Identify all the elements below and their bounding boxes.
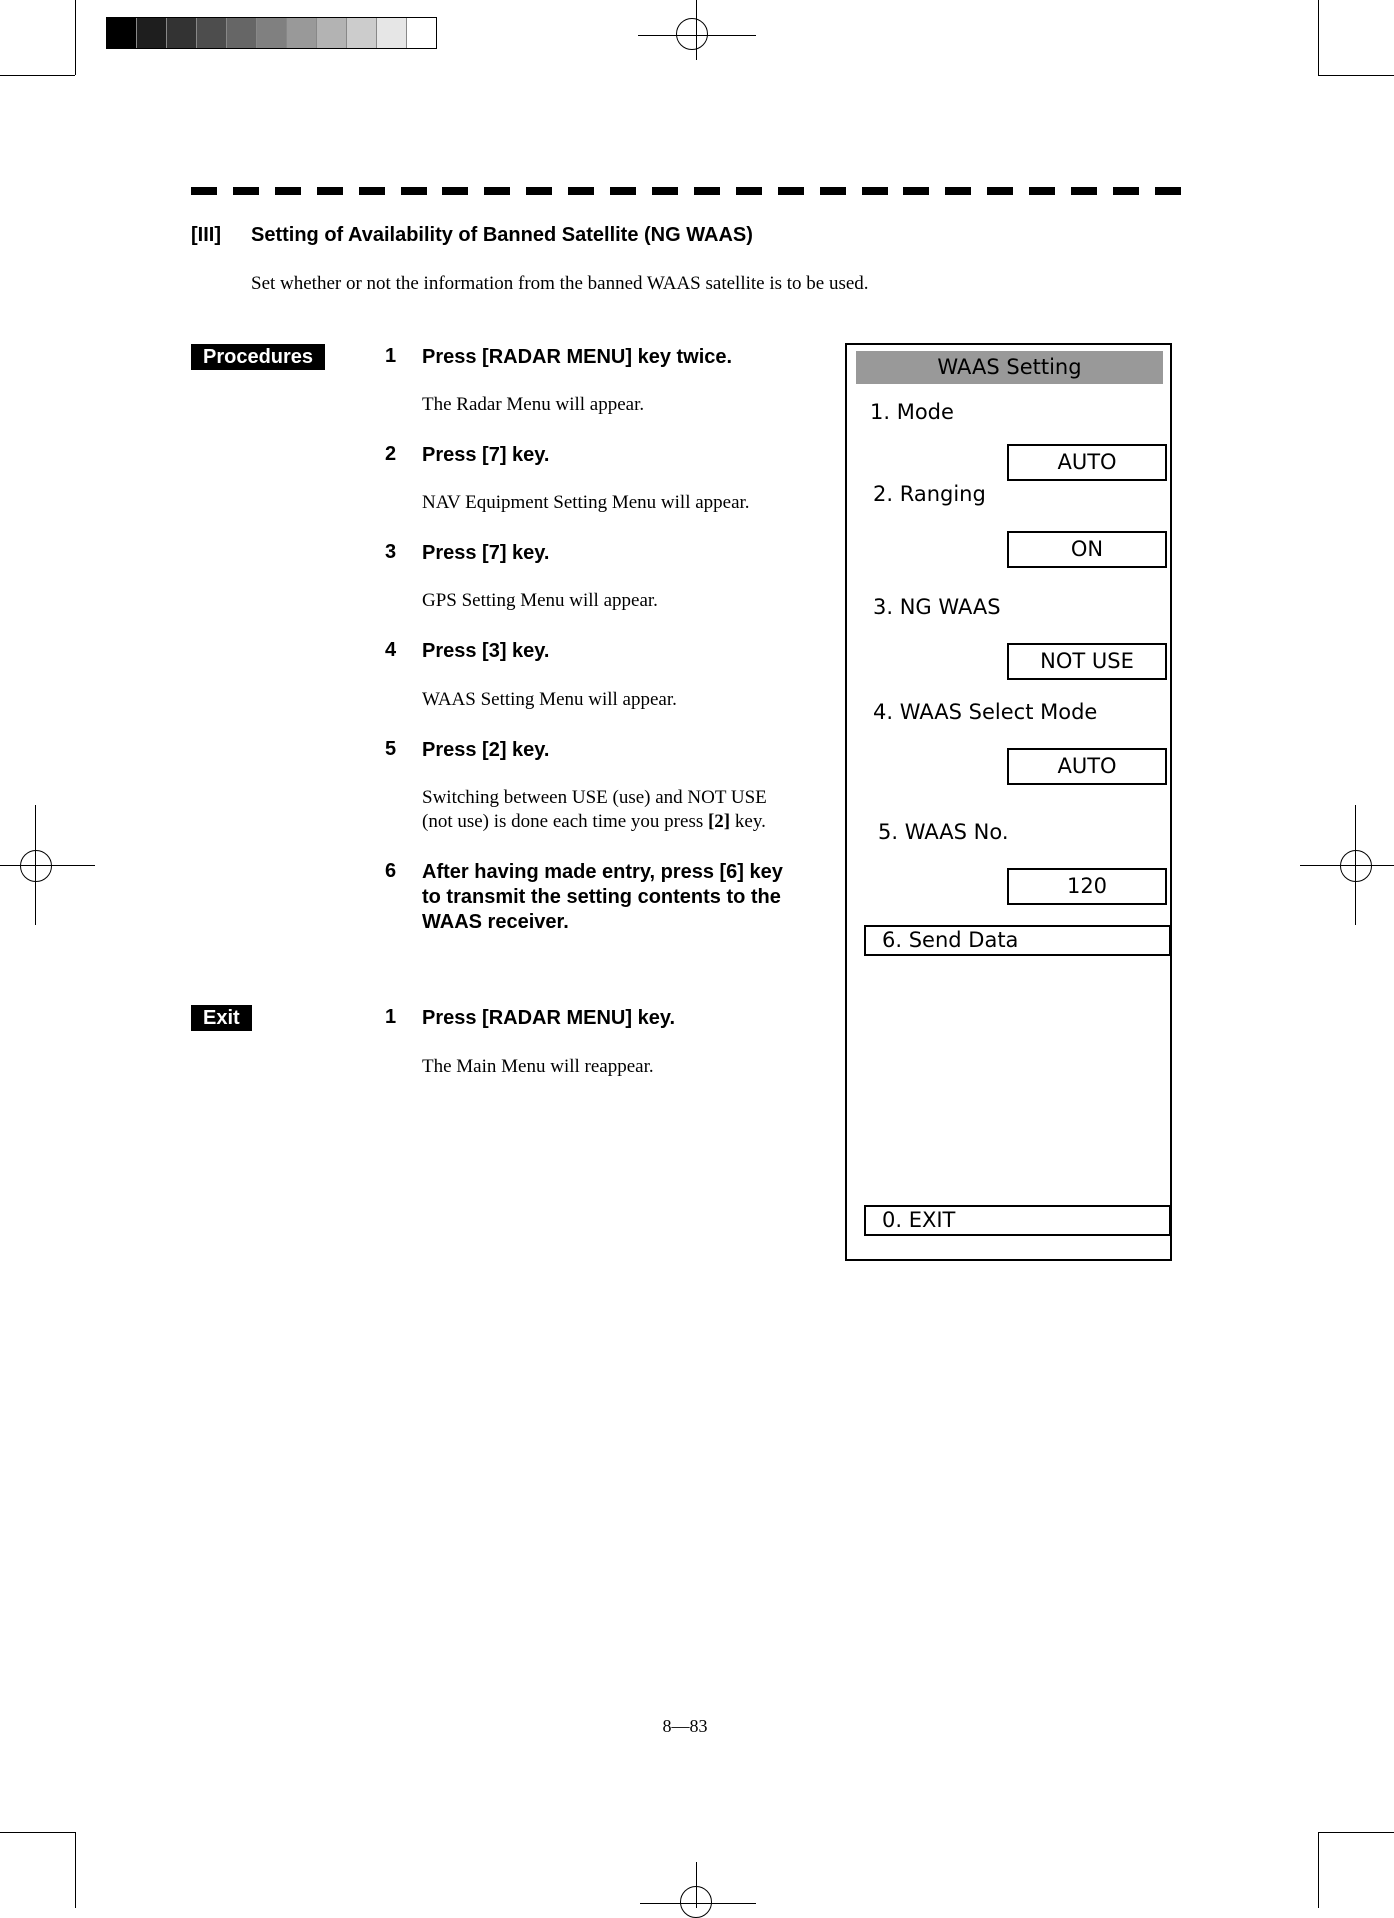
exit-button[interactable]: 0. EXIT (864, 1205, 1171, 1236)
waas-select-mode-value[interactable]: AUTO (1007, 748, 1167, 785)
waas-panel-title: WAAS Setting (856, 351, 1163, 384)
section-title: Setting of Availability of Banned Satellite (NG WAAS) (251, 224, 753, 246)
ng-waas-value[interactable]: NOT USE (1007, 643, 1167, 680)
step-number: 4 (385, 639, 397, 661)
step-number: 1 (385, 1006, 397, 1028)
step-title (422, 860, 783, 935)
step-description: The Main Menu will reappear. (422, 1056, 654, 1077)
text-segment: key. (730, 811, 766, 832)
text-segment: (not use) is done each time you press (422, 811, 708, 832)
menu-item-ng-waas[interactable]: 3. NG WAAS (873, 595, 1001, 619)
step-title: Press [7] key. (422, 542, 550, 564)
mode-value[interactable]: AUTO (1007, 444, 1167, 481)
step-number: 5 (385, 738, 397, 760)
page-number: 8—83 (662, 1716, 708, 1736)
grayscale-bar (106, 17, 437, 49)
step-description: The Radar Menu will appear. (422, 394, 645, 415)
exit-badge: Exit (191, 1005, 252, 1031)
dashed-divider (191, 187, 1181, 195)
step-description: NAV Equipment Setting Menu will appear. (422, 492, 750, 513)
step-title-line: WAAS receiver. (422, 911, 569, 933)
key-reference: [2] (707, 811, 731, 832)
ranging-value[interactable]: ON (1007, 531, 1167, 568)
menu-item-mode[interactable]: 1. Mode (870, 400, 954, 424)
step-description-line (422, 810, 767, 834)
step-title-line: After having made entry, press [6] key (422, 861, 783, 883)
step-description: GPS Setting Menu will appear. (422, 590, 658, 611)
step-title: Press [3] key. (422, 640, 550, 662)
menu-item-waas-no[interactable]: 5. WAAS No. (878, 820, 1009, 844)
step-description (422, 786, 767, 834)
step-number: 6 (385, 860, 397, 882)
step-title: Press [RADAR MENU] key twice. (422, 346, 733, 368)
step-description-line: Switching between USE (use) and NOT USE (422, 787, 767, 808)
step-title: Press [RADAR MENU] key. (422, 1007, 676, 1029)
menu-item-waas-select-mode[interactable]: 4. WAAS Select Mode (873, 700, 1098, 724)
section-intro: Set whether or not the information from the banned WAAS satellite is to be used. (251, 273, 869, 294)
step-title-line: to transmit the setting contents to the (422, 886, 781, 908)
step-title: Press [7] key. (422, 444, 550, 466)
step-title: Press [2] key. (422, 739, 550, 761)
step-number: 2 (385, 443, 397, 465)
send-data-button[interactable]: 6. Send Data (864, 925, 1171, 956)
step-number: 3 (385, 541, 397, 563)
step-description: WAAS Setting Menu will appear. (422, 689, 677, 710)
step-number: 1 (385, 345, 397, 367)
menu-item-ranging[interactable]: 2. Ranging (873, 482, 986, 506)
waas-no-value[interactable]: 120 (1007, 868, 1167, 905)
procedures-badge: Procedures (191, 344, 325, 370)
section-number: [III] (191, 224, 221, 246)
